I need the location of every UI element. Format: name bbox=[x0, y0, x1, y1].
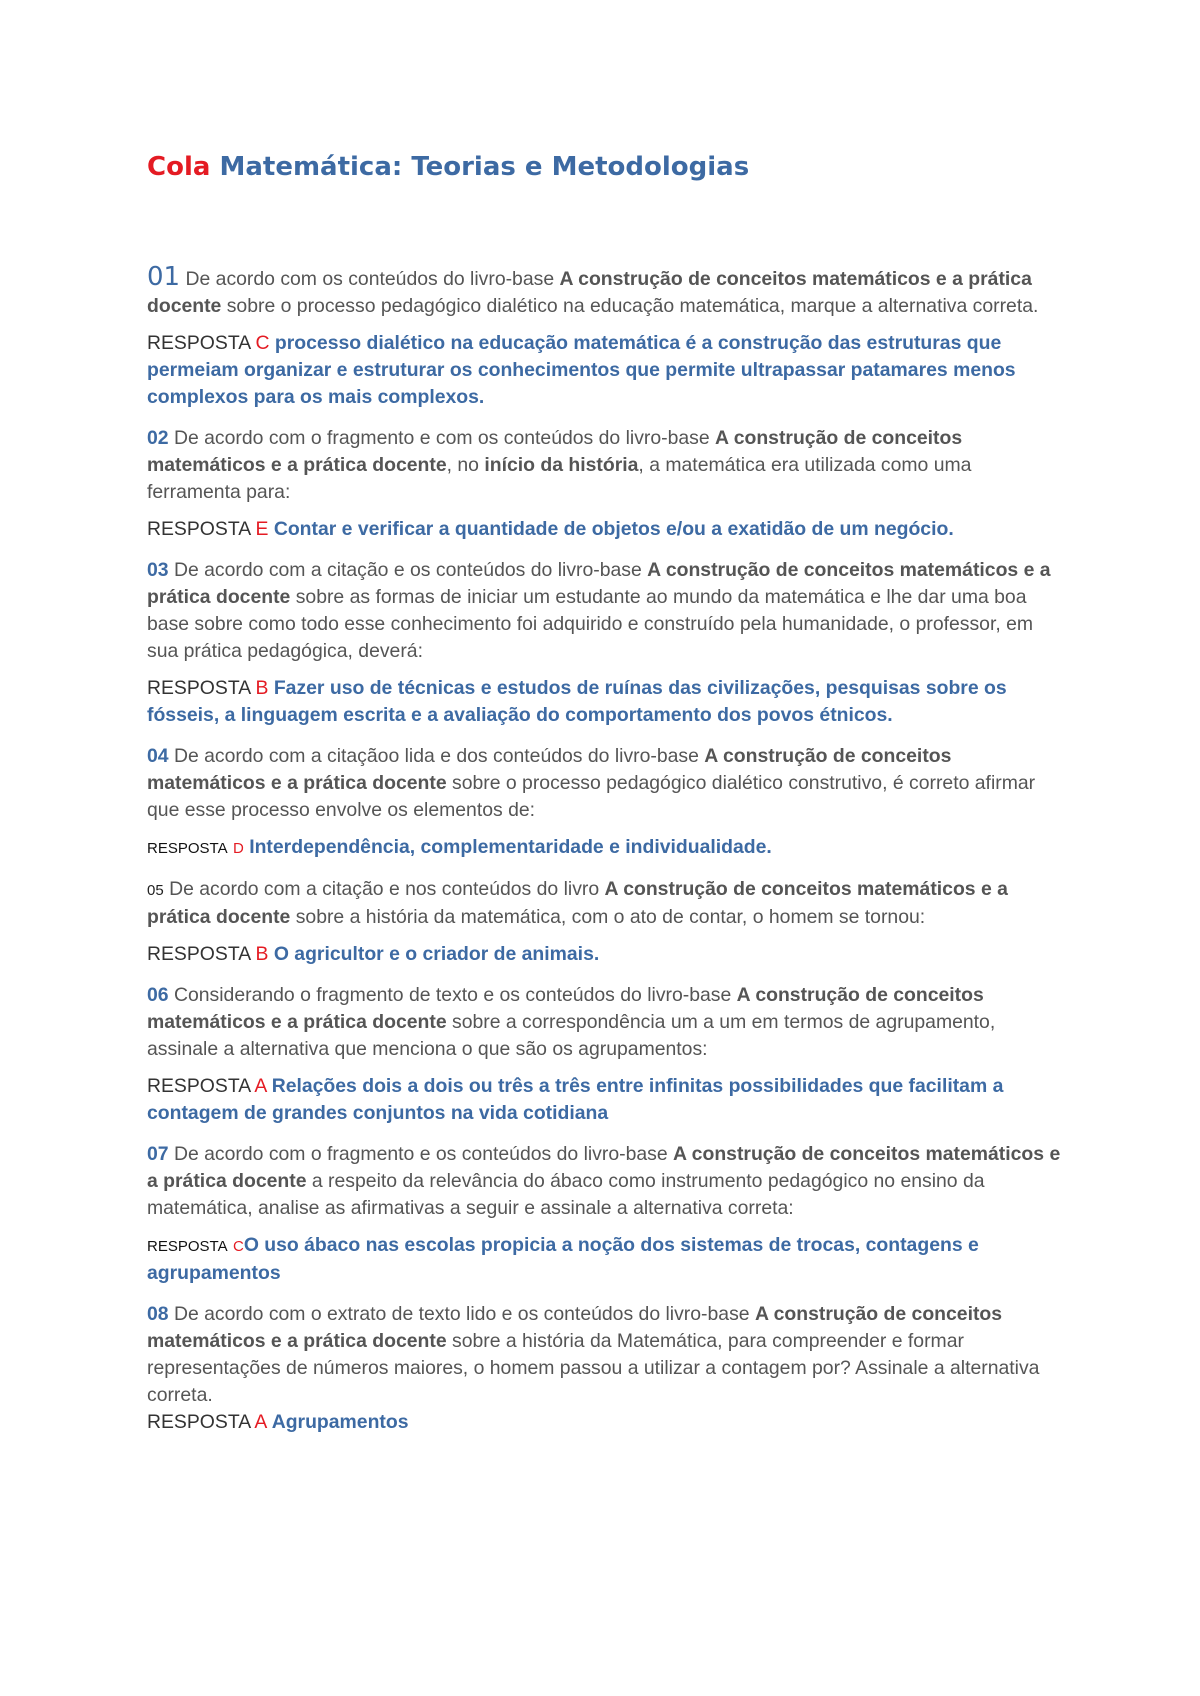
question-block-07 bbox=[147, 1141, 1067, 1287]
answer-letter: B bbox=[255, 943, 269, 965]
question-text bbox=[147, 1141, 1067, 1222]
question-block-02 bbox=[147, 425, 1067, 543]
question-text bbox=[147, 743, 1067, 824]
answer-line bbox=[147, 516, 1067, 543]
document-page bbox=[147, 148, 1067, 1450]
question-rest: , no bbox=[446, 454, 485, 476]
answer-line bbox=[147, 941, 1067, 968]
question-intro: De acordo com os conteúdos do livro-base bbox=[180, 268, 560, 290]
question-number: 04 bbox=[147, 745, 169, 767]
answer-letter: E bbox=[255, 518, 269, 540]
question-intro: De acordo com o extrato de texto lido e os conteúdos do livro-base bbox=[168, 1303, 755, 1325]
question-number: 08 bbox=[147, 1303, 169, 1325]
question-rest: sobre as formas de iniciar um estudante ao mundo da matemática e lhe dar uma boa base sobre como todo esse conhecimento foi adquirido e construído pela humanidade, o professor, em sua prática pedagógica, deverá: bbox=[147, 586, 1034, 662]
question-number: 05 bbox=[147, 882, 164, 899]
question-text bbox=[147, 557, 1067, 665]
answer-label: RESPOSTA bbox=[147, 840, 228, 857]
answer-letter: B bbox=[255, 677, 269, 699]
answer-label: RESPOSTA bbox=[147, 1411, 251, 1433]
answer-letter: C bbox=[255, 332, 270, 354]
answer-line bbox=[147, 1232, 1067, 1287]
book-title: A construção de conceitos matemáticos e a prática docente bbox=[147, 984, 984, 1033]
answer-label: RESPOSTA bbox=[147, 943, 251, 965]
answer-line bbox=[147, 834, 1067, 862]
answer-label: RESPOSTA bbox=[147, 518, 251, 540]
answer-text: O uso ábaco nas escolas propicia a noção dos sistemas de trocas, contagens e agrupamentos bbox=[147, 1234, 979, 1284]
answer-text: Relações dois a dois ou três a três entre infinitas possibilidades que facilitam a contagem de grandes conjuntos na vida cotidiana bbox=[147, 1075, 1004, 1124]
question-rest-2: , a matemática era utilizada como uma ferramenta para: bbox=[147, 454, 972, 503]
question-text bbox=[147, 982, 1067, 1063]
question-text bbox=[147, 1301, 1067, 1409]
answer-line bbox=[147, 330, 1067, 411]
answer-letter: A bbox=[254, 1411, 267, 1433]
question-intro: De acordo com a citação e nos conteúdos do livro bbox=[163, 878, 605, 900]
title-text: Matemática: Teorias e Metodologias bbox=[219, 152, 750, 182]
answer-label: RESPOSTA bbox=[147, 1075, 251, 1097]
question-block-01 bbox=[147, 264, 1067, 411]
answer-text: Agrupamentos bbox=[271, 1411, 409, 1433]
question-number: 02 bbox=[147, 427, 169, 449]
question-rest: sobre o processo pedagógico dialético na educação matemática, marque a alternativa correta. bbox=[221, 295, 1039, 317]
answer-label: RESPOSTA bbox=[147, 332, 251, 354]
emphasis-text: início da história bbox=[484, 454, 639, 476]
answer-text: processo dialético na educação matemática é a construção das estruturas que permeiam organizar e estruturar os conhecimentos que permite ultrapassar patamares menos complexos para os mais complexos. bbox=[147, 332, 1016, 408]
page-title bbox=[147, 148, 1067, 186]
answer-text: Interdependência, complementaridade e individualidade. bbox=[249, 836, 772, 858]
question-text bbox=[147, 425, 1067, 506]
book-title: A construção de conceitos matemáticos e a prática docente bbox=[147, 559, 1051, 608]
book-title: A construção de conceitos matemáticos e a prática docente bbox=[147, 878, 1008, 928]
answer-text: Fazer uso de técnicas e estudos de ruínas das civilizações, pesquisas sobre os fósseis, a linguagem escrita e a avaliação do comportamento dos povos étnicos. bbox=[147, 677, 1007, 726]
book-title: A construção de conceitos matemáticos e a prática docente bbox=[147, 1143, 1061, 1192]
question-rest: a respeito da relevância do ábaco como instrumento pedagógico no ensino da matemática, analise as afirmativas a seguir e assinale a alternativa correta: bbox=[147, 1170, 985, 1219]
answer-line bbox=[147, 1409, 1067, 1436]
question-intro: Considerando o fragmento de texto e os conteúdos do livro-base bbox=[168, 984, 737, 1006]
question-rest: sobre a história da matemática, com o ato de contar, o homem se tornou: bbox=[290, 906, 926, 928]
answer-letter: C bbox=[232, 1238, 244, 1255]
answer-letter: D bbox=[232, 840, 244, 857]
answer-label: RESPOSTA bbox=[147, 1238, 228, 1255]
question-intro: De acordo com a citação e os conteúdos do livro-base bbox=[168, 559, 648, 581]
book-title: A construção de conceitos matemáticos e a prática docente bbox=[147, 268, 1032, 317]
question-number: 01 bbox=[147, 262, 181, 292]
question-intro: De acordo com o fragmento e os conteúdos do livro-base bbox=[168, 1143, 674, 1165]
title-prefix: Cola bbox=[147, 152, 211, 182]
question-intro: De acordo com o fragmento e com os conteúdos do livro-base bbox=[168, 427, 716, 449]
question-number: 03 bbox=[147, 559, 169, 581]
question-rest: sobre a correspondência um a um em termos de agrupamento, assinale a alternativa que menciona o que são os agrupamentos: bbox=[147, 1011, 996, 1060]
answer-line bbox=[147, 675, 1067, 729]
question-block-04 bbox=[147, 743, 1067, 862]
question-intro: De acordo com a citaçãoo lida e dos conteúdos do livro-base bbox=[168, 745, 705, 767]
question-block-05 bbox=[147, 876, 1067, 968]
question-number: 06 bbox=[147, 984, 169, 1006]
question-block-08 bbox=[147, 1301, 1067, 1436]
answer-line bbox=[147, 1073, 1067, 1127]
question-rest: sobre a história da Matemática, para compreender e formar representações de números maiores, o homem passou a utilizar a contagem por? Assinale a alternativa correta. bbox=[147, 1330, 1040, 1406]
answer-label: RESPOSTA bbox=[147, 677, 251, 699]
answer-letter: A bbox=[254, 1075, 267, 1097]
question-number: 07 bbox=[147, 1143, 169, 1165]
book-title: A construção de conceitos matemáticos e a prática docente bbox=[147, 1303, 1003, 1352]
question-rest: sobre o processo pedagógico dialético construtivo, é correto afirmar que esse processo envolve os elementos de: bbox=[147, 772, 1036, 821]
book-title: A construção de conceitos matemáticos e a prática docente bbox=[147, 745, 952, 794]
answer-text: Contar e verificar a quantidade de objetos e/ou a exatidão de um negócio. bbox=[273, 518, 954, 540]
question-block-03 bbox=[147, 557, 1067, 729]
question-text bbox=[147, 264, 1067, 320]
book-title: A construção de conceitos matemáticos e a prática docente bbox=[147, 427, 963, 476]
question-text bbox=[147, 876, 1067, 931]
question-block-06 bbox=[147, 982, 1067, 1127]
answer-text: O agricultor e o criador de animais. bbox=[273, 943, 600, 965]
